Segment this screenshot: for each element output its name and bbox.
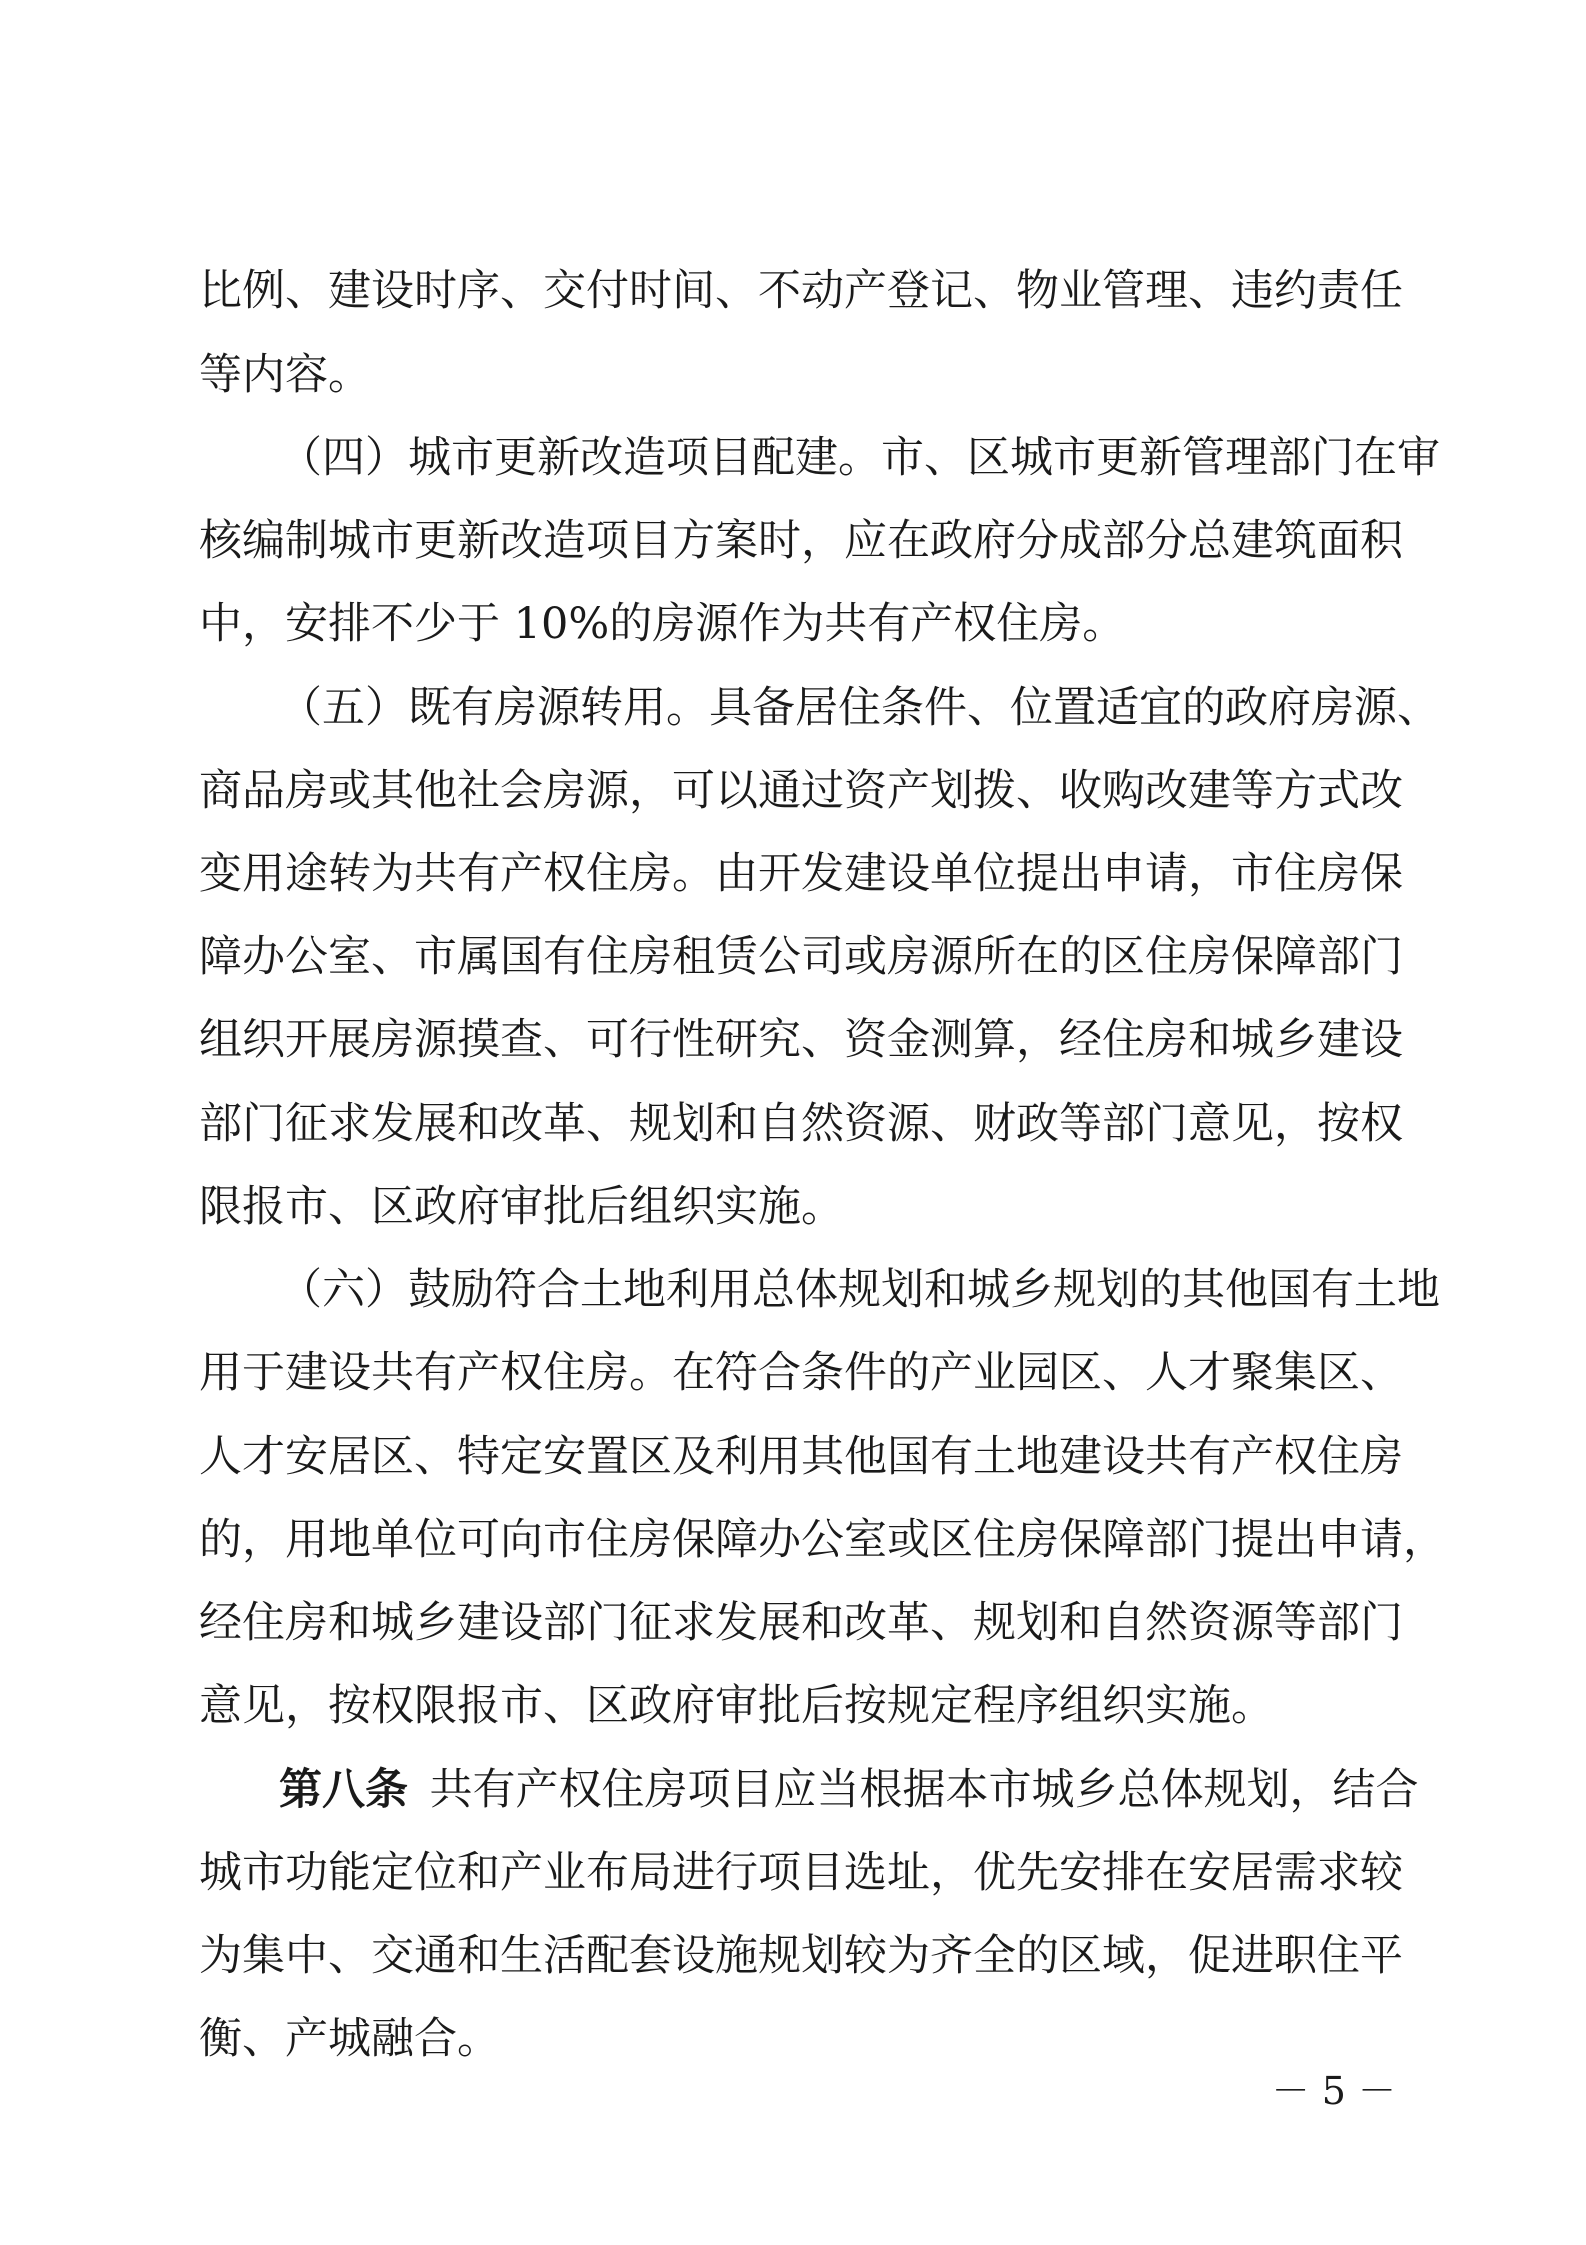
paragraph-4-line-1: （六）鼓励符合土地利用总体规划和城乡规划的其他国有土地: [279, 1265, 1440, 1315]
paragraph-4-line-5: 经住房和城乡建设部门征求发展和改革、规划和自然资源等部门: [199, 1598, 1403, 1648]
article-8-line-1: [279, 1760, 1419, 1820]
paragraph-3-line-1: （五）既有房源转用。具备居住条件、位置适宜的政府房源、: [279, 683, 1440, 733]
paragraph-2-line-3: 中，安排不少于 10%的房源作为共有产权住房。: [199, 599, 1126, 649]
page-number: － 5 －: [1271, 2069, 1396, 2113]
paragraph-4-line-3: 人才安居区、特定安置区及利用其他国有土地建设共有产权住房: [199, 1432, 1403, 1482]
paragraph-1-line-2: 等内容。: [199, 350, 371, 400]
paragraph-4-line-2: 用于建设共有产权住房。在符合条件的产业园区、人才聚集区、: [199, 1348, 1403, 1398]
article-8-line-3: 为集中、交通和生活配套设施规划较为齐全的区域，促进职住平: [199, 1931, 1403, 1981]
paragraph-3-line-5: 组织开展房源摸查、可行性研究、资金测算，经住房和城乡建设: [199, 1015, 1403, 1065]
paragraph-3-line-6: 部门征求发展和改革、规划和自然资源、财政等部门意见，按权: [199, 1099, 1403, 1149]
paragraph-3-line-4: 障办公室、市属国有住房租赁公司或房源所在的区住房保障部门: [199, 932, 1403, 982]
paragraph-4-line-4: 的，用地单位可向市住房保障办公室或区住房保障部门提出申请，: [199, 1515, 1446, 1565]
article-8-line-2: 城市功能定位和产业布局进行项目选址，优先安排在安居需求较: [199, 1848, 1403, 1898]
paragraph-4-line-6: 意见，按权限报市、区政府审批后按规定程序组织实施。: [199, 1681, 1274, 1731]
article-8-text: 共有产权住房项目应当根据本市城乡总体规划，结合: [429, 1765, 1419, 1815]
paragraph-2-line-2: 核编制城市更新改造项目方案时，应在政府分成部分总建筑面积: [199, 516, 1403, 566]
article-8-line-4: 衡、产城融合。: [199, 2014, 500, 2064]
paragraph-1-line-1: 比例、建设时序、交付时间、不动产登记、物业管理、违约责任: [199, 266, 1403, 316]
paragraph-3-line-3: 变用途转为共有产权住房。由开发建设单位提出申请，市住房保: [199, 849, 1403, 899]
article-label: 第八条: [279, 1765, 408, 1815]
paragraph-3-line-7: 限报市、区政府审批后组织实施。: [199, 1182, 844, 1232]
paragraph-2-line-1: （四）城市更新改造项目配建。市、区城市更新管理部门在审: [279, 433, 1440, 483]
paragraph-3-line-2: 商品房或其他社会房源，可以通过资产划拨、收购改建等方式改: [199, 766, 1403, 816]
